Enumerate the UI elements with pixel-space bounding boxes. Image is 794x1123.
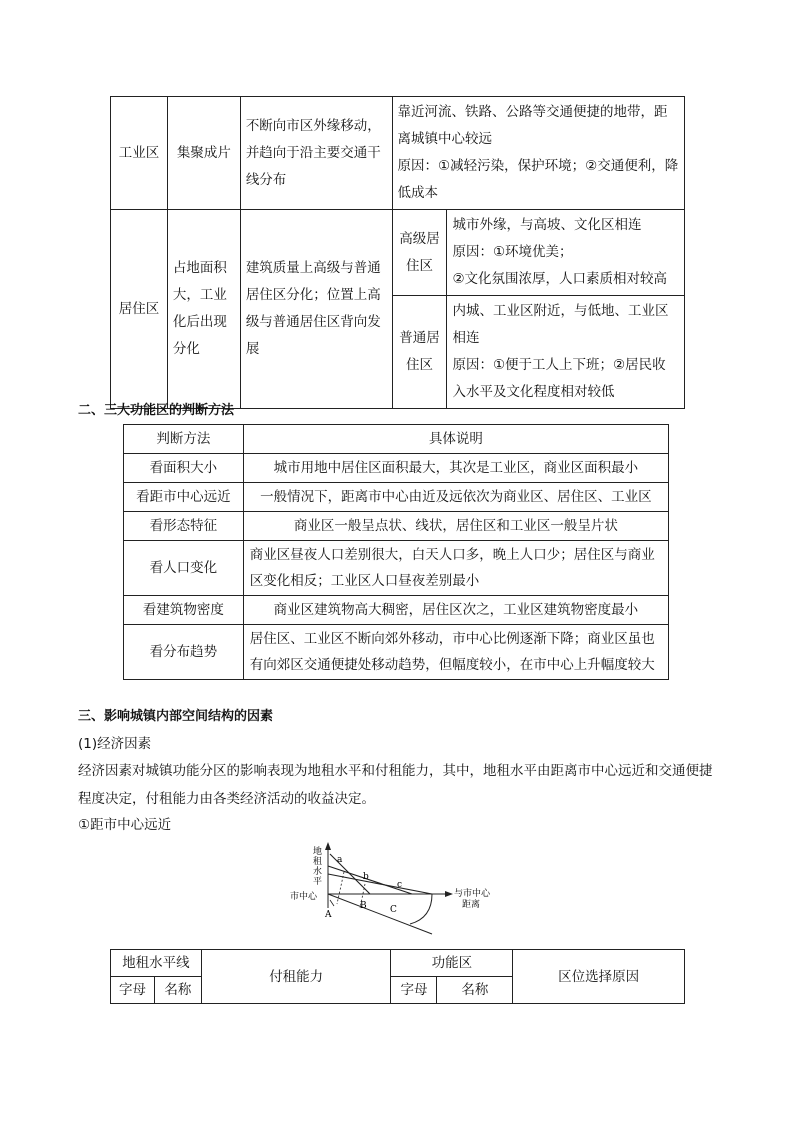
label-C: C — [390, 905, 397, 915]
table-row — [111, 97, 685, 210]
y-label: 平 — [313, 877, 323, 887]
y-label: 水 — [313, 867, 323, 877]
sub-zone-detail — [447, 210, 685, 296]
table-row — [124, 454, 669, 483]
table-row — [124, 541, 669, 596]
column-header: 名称 — [154, 977, 201, 1004]
y-label: 地 — [313, 847, 323, 857]
sub-zone-name: 高级居住区 — [392, 210, 447, 296]
table-row — [111, 210, 685, 296]
zone-trend: 建筑质量上高级与普通居住区分化；位置上高级与普通居住区背向发展 — [240, 210, 392, 409]
x-axis-arrow — [445, 891, 453, 897]
boundary-line — [328, 894, 432, 934]
zone-feature: 占地面积大，工业化后出现分化 — [167, 210, 240, 409]
section-heading: 三、影响城镇内部空间结构的因素 — [78, 709, 274, 724]
pointer-a — [330, 900, 334, 906]
bid-rent-diagram — [282, 836, 512, 936]
method-cell: 看分布趋势 — [124, 625, 244, 680]
method-cell: 看距市中心远近 — [124, 483, 244, 512]
label-a: a — [337, 855, 343, 865]
reason-text: ②文化氛围浓厚，人口素质相对较高 — [452, 271, 668, 287]
judgement-method-table — [123, 424, 669, 680]
desc-cell: 一般情况下，距离市中心由近及远依次为商业区、居住区、工业区 — [243, 483, 668, 512]
location-text: 城市外缘，与高坡、文化区相连 — [452, 217, 642, 233]
column-header: 功能区 — [391, 950, 513, 977]
table-header-row — [111, 950, 685, 977]
label-A: A — [325, 910, 332, 920]
zone-name: 居住区 — [111, 210, 168, 409]
table-row — [124, 483, 669, 512]
table-row — [124, 596, 669, 625]
label-B: B — [360, 901, 367, 911]
sub-heading: (1)经济因素 — [78, 736, 152, 752]
zone-characteristics-table — [110, 96, 685, 409]
zone-trend: 不断向市区外缘移动，并趋向于沿主要交通干线分布 — [240, 97, 392, 210]
table-row — [124, 625, 669, 680]
location-text: 靠近河流、铁路、公路等交通便捷的地带，距离城镇中心较远 — [397, 104, 668, 147]
location-text: 内城、工业区附近，与低地、工业区相连 — [452, 303, 669, 346]
reason-text: 原因：①减轻污染，保护环境；②交通便利，降低成本 — [397, 158, 679, 201]
x-label: 距离 — [462, 900, 481, 910]
desc-cell: 商业区昼夜人口差别很大，白天人口多，晚上人口少；居住区与商业区变化相反；工业区人口昼夜差别最小 — [243, 541, 668, 596]
label-b: b — [363, 872, 369, 882]
label-c: c — [397, 880, 403, 890]
zone-feature: 集聚成片 — [167, 97, 240, 210]
column-header: 具体说明 — [243, 425, 668, 454]
rent-line-c — [328, 874, 432, 894]
x-label: 与市中心 — [454, 889, 491, 899]
zone-name: 工业区 — [111, 97, 168, 210]
rent-zone-table — [110, 949, 685, 1004]
column-header: 字母 — [391, 977, 437, 1004]
section-heading: 二、三大功能区的判断方法 — [78, 403, 235, 418]
method-cell: 看人口变化 — [124, 541, 244, 596]
paragraph: 经济因素对城镇功能分区的影响表现为地租水平和付租能力，其中，地租水平由距离市中心远近和交通便捷程度决定，付租能力由各类经济活动的收益决定。 — [78, 763, 713, 807]
y-label: 租 — [313, 857, 323, 867]
desc-cell: 商业区建筑物高大稠密，居住区次之，工业区建筑物密度最小 — [243, 596, 668, 625]
reason-text: 原因：①环境优美； — [452, 244, 573, 260]
method-cell: 看形态特征 — [124, 512, 244, 541]
column-header: 区位选择原因 — [513, 950, 685, 1004]
zone-location — [392, 97, 684, 210]
column-header: 名称 — [437, 977, 513, 1004]
method-cell: 看建筑物密度 — [124, 596, 244, 625]
y-axis-arrow — [325, 842, 331, 850]
column-header: 地租水平线 — [111, 950, 202, 977]
sub-heading: ①距市中心远近 — [78, 817, 172, 833]
boundary-arc — [410, 894, 432, 924]
method-cell: 看面积大小 — [124, 454, 244, 483]
origin-label: 市中心 — [290, 892, 318, 902]
sub-zone-name: 普通居住区 — [392, 296, 447, 409]
desc-cell: 城市用地中居住区面积最大，其次是工业区，商业区面积最小 — [243, 454, 668, 483]
column-header: 字母 — [111, 977, 155, 1004]
column-header: 付租能力 — [201, 950, 391, 1004]
desc-cell: 商业区一般呈点状、线状，居住区和工业区一般呈片状 — [243, 512, 668, 541]
column-header: 判断方法 — [124, 425, 244, 454]
reason-text: 原因：①便于工人上下班；②居民收入水平及文化程度相对较低 — [452, 357, 666, 400]
table-header-row — [124, 425, 669, 454]
table-row — [124, 512, 669, 541]
desc-cell: 居住区、工业区不断向郊外移动，市中心比例逐渐下降；商业区虽也有向郊区交通便捷处移动趋势，但幅度较小，在市中心上升幅度较大 — [243, 625, 668, 680]
sub-zone-detail — [447, 296, 685, 409]
